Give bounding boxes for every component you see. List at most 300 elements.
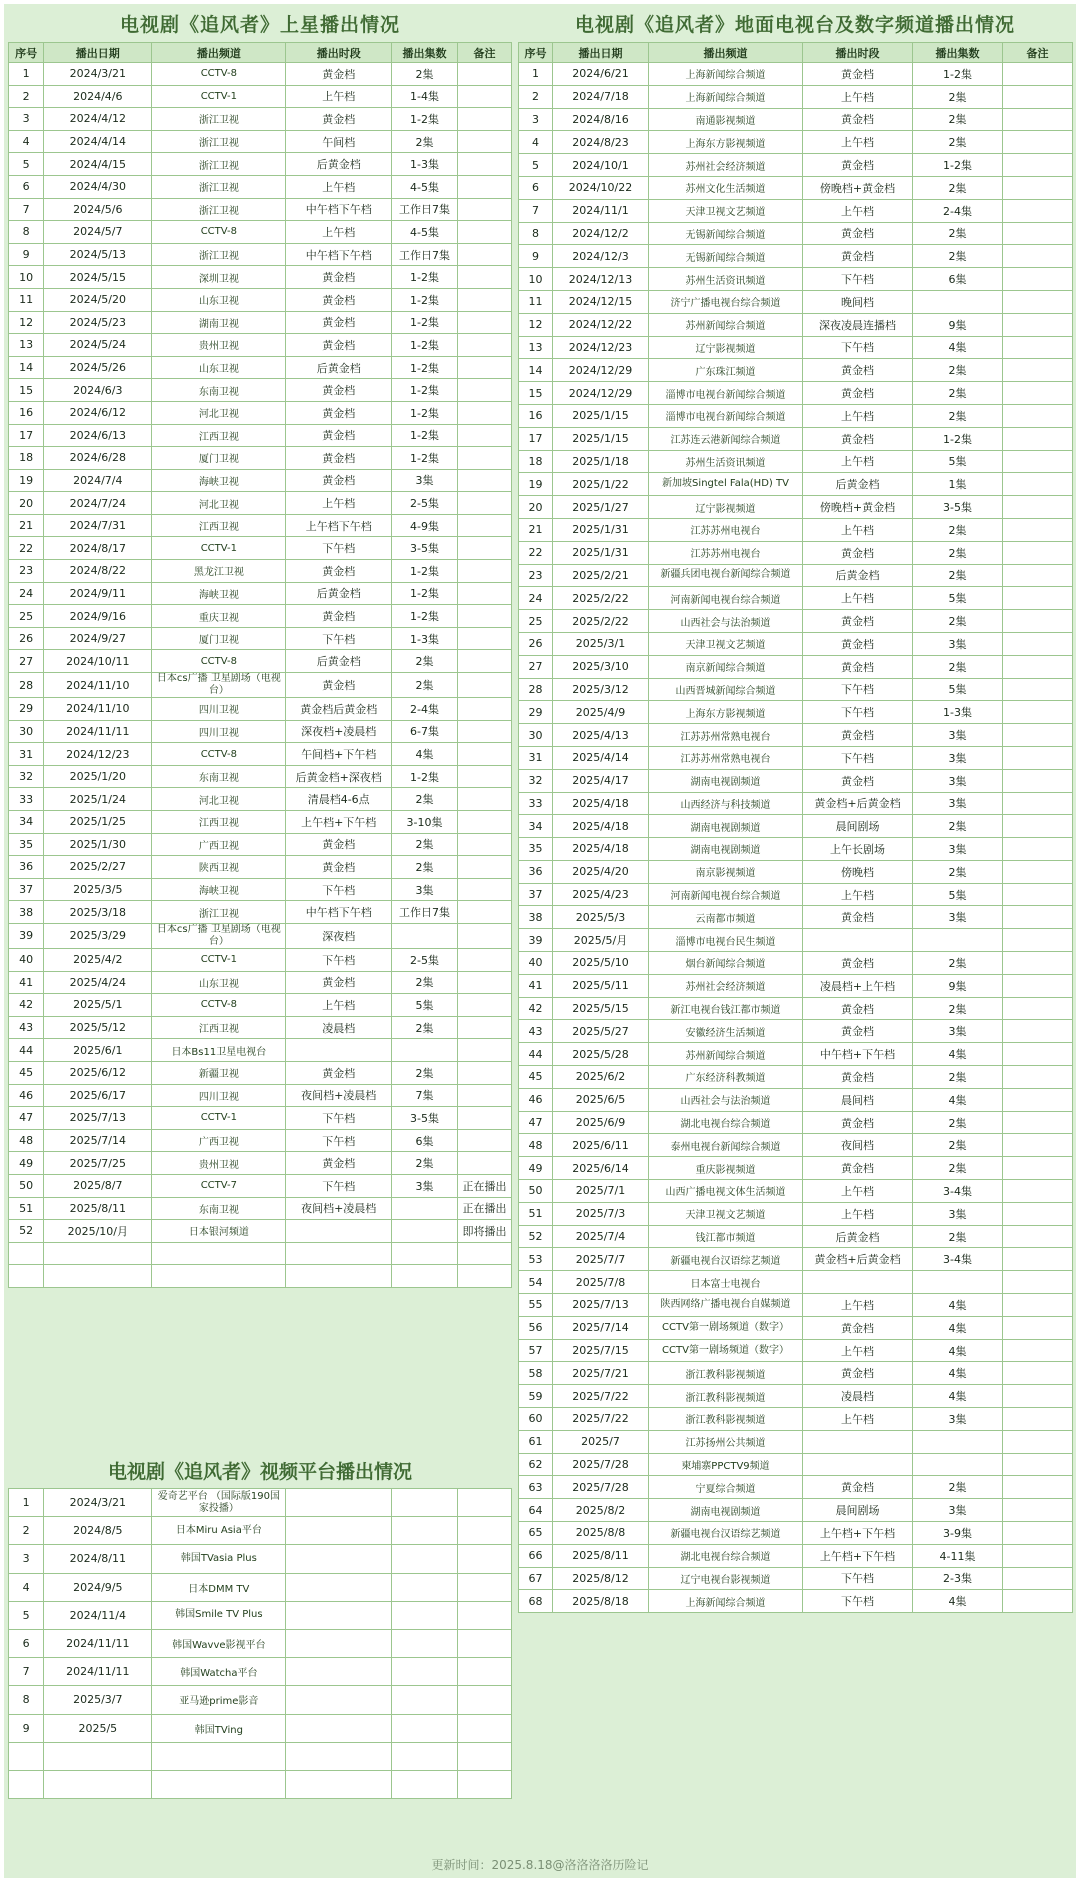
table-row (519, 1248, 1073, 1271)
cell-note (1003, 883, 1073, 906)
cell-channel: CCTV-8 (152, 63, 286, 86)
cell-note (457, 743, 511, 766)
empty-cell (9, 1770, 44, 1798)
cell-episodes: 4集 (913, 1043, 1003, 1066)
cell-note (457, 175, 511, 198)
cell-episodes: 2集 (913, 610, 1003, 633)
empty-cell (152, 1742, 286, 1770)
cell-episodes: 3-4集 (913, 1248, 1003, 1271)
cell-index: 40 (519, 952, 553, 975)
cell-timeslot: 下午档 (803, 701, 913, 724)
cell-date: 2025/1/31 (553, 518, 649, 541)
cell-channel: 新加坡Singtel Fala(HD) TV (649, 473, 803, 496)
cell-index: 17 (9, 424, 44, 447)
cell-date: 2025/5/15 (553, 997, 649, 1020)
cell-date: 2025/1/22 (553, 473, 649, 496)
cell-index: 2 (9, 1517, 44, 1545)
cell-note (457, 627, 511, 650)
cell-episodes: 5集 (913, 587, 1003, 610)
cell-note (1003, 1066, 1073, 1089)
cell-channel: 浙江卫视 (152, 108, 286, 131)
cell-note (1003, 724, 1073, 747)
cell-episodes (392, 1714, 458, 1742)
cell-index: 21 (519, 518, 553, 541)
cell-episodes: 2集 (913, 541, 1003, 564)
cell-index: 44 (9, 1039, 44, 1062)
cell-timeslot: 后黄金档 (286, 650, 392, 673)
table-row (519, 1476, 1073, 1499)
cell-channel: 新疆电视台汉语综艺频道 (649, 1522, 803, 1545)
cell-episodes: 1-2集 (392, 560, 458, 583)
cell-channel: 重庆卫视 (152, 605, 286, 628)
cell-timeslot: 黄金档 (803, 63, 913, 86)
table-row (519, 1362, 1073, 1385)
cell-date: 2024/4/12 (44, 108, 152, 131)
cell-timeslot: 凌晨档 (803, 1385, 913, 1408)
table-row (9, 994, 512, 1017)
cell-episodes: 2集 (392, 1016, 458, 1039)
cell-index: 11 (519, 290, 553, 313)
cell-note (457, 401, 511, 424)
cell-note (1003, 974, 1073, 997)
cell-note (1003, 815, 1073, 838)
cell-date: 2024/5/24 (44, 334, 152, 357)
cell-timeslot: 上午档 (803, 1180, 913, 1203)
cell-index: 52 (9, 1220, 44, 1243)
table-row (9, 1061, 512, 1084)
cell-timeslot: 黄金档 (803, 952, 913, 975)
table-row (519, 290, 1073, 313)
cell-timeslot: 黄金档 (286, 833, 392, 856)
empty-cell (286, 1242, 392, 1265)
table-row (519, 268, 1073, 291)
cell-channel: 浙江教科影视频道 (649, 1362, 803, 1385)
cell-timeslot: 下午档 (803, 1590, 913, 1613)
header-index: 序号 (9, 43, 44, 63)
cell-timeslot: 中午档下午档 (286, 243, 392, 266)
cell-index: 27 (519, 655, 553, 678)
cell-note (1003, 1202, 1073, 1225)
cell-episodes: 1-2集 (392, 266, 458, 289)
cell-note (457, 673, 511, 698)
cell-date: 2025/4/18 (553, 792, 649, 815)
cell-timeslot: 后黄金档 (803, 1225, 913, 1248)
cell-timeslot: 上午档 (803, 587, 913, 610)
cell-timeslot: 黄金档 (803, 1066, 913, 1089)
cell-index: 15 (9, 379, 44, 402)
cell-date: 2025/8/11 (44, 1197, 152, 1220)
cell-index: 6 (519, 176, 553, 199)
cell-episodes: 2集 (913, 108, 1003, 131)
cell-date: 2024/9/5 (44, 1573, 152, 1601)
cell-channel: 淄博市电视台新闻综合频道 (649, 404, 803, 427)
cell-note (457, 1629, 511, 1657)
cell-index: 45 (9, 1061, 44, 1084)
cell-timeslot: 黄金档+后黄金档 (803, 792, 913, 815)
cell-index: 68 (519, 1590, 553, 1613)
cell-index: 52 (519, 1225, 553, 1248)
cell-episodes (392, 1039, 458, 1062)
cell-note (457, 221, 511, 244)
cell-index: 28 (519, 678, 553, 701)
cell-note (1003, 222, 1073, 245)
cell-date: 2024/10/11 (44, 650, 152, 673)
cell-episodes: 3集 (392, 1174, 458, 1197)
table-row (519, 974, 1073, 997)
cell-date: 2024/6/21 (553, 63, 649, 86)
table-row (519, 1590, 1073, 1613)
table-row (9, 901, 512, 924)
cell-episodes: 2集 (392, 971, 458, 994)
cell-note (1003, 701, 1073, 724)
cell-channel: 苏州生活资讯频道 (649, 450, 803, 473)
cell-episodes: 2集 (392, 1152, 458, 1175)
cell-index: 59 (519, 1385, 553, 1408)
cell-note (1003, 1248, 1073, 1271)
cell-index: 34 (519, 815, 553, 838)
cell-episodes (392, 923, 458, 948)
cell-index: 20 (9, 492, 44, 515)
cell-episodes: 2集 (913, 131, 1003, 154)
cell-channel: 辽宁影视频道 (649, 496, 803, 519)
video-platform-panel (8, 1488, 512, 1799)
cell-date: 2025/3/1 (553, 632, 649, 655)
cell-episodes: 4-9集 (392, 514, 458, 537)
cell-date: 2025/7/25 (44, 1152, 152, 1175)
cell-date: 2024/4/6 (44, 85, 152, 108)
table-row (9, 1174, 512, 1197)
cell-index: 9 (9, 243, 44, 266)
cell-date: 2025/4/24 (44, 971, 152, 994)
table-row (519, 769, 1073, 792)
cell-note (1003, 1111, 1073, 1134)
table-row (9, 63, 512, 86)
cell-note (1003, 1339, 1073, 1362)
cell-note (457, 765, 511, 788)
cell-index: 62 (519, 1453, 553, 1476)
cell-timeslot: 黄金档 (803, 724, 913, 747)
cell-date: 2025/3/7 (44, 1686, 152, 1714)
cell-timeslot: 下午档 (286, 627, 392, 650)
cell-index: 45 (519, 1066, 553, 1089)
cell-timeslot: 下午档 (286, 948, 392, 971)
cell-channel: CCTV第一剧场频道（数字） (649, 1316, 803, 1339)
table-row (519, 108, 1073, 131)
cell-note (1003, 1157, 1073, 1180)
cell-channel: 陕西网络广播电视台自媒频道 (649, 1294, 803, 1317)
cell-channel: 柬埔寨PPCTV9频道 (649, 1453, 803, 1476)
table-row (519, 131, 1073, 154)
cell-timeslot: 黄金档 (803, 427, 913, 450)
cell-timeslot: 黄金档 (803, 359, 913, 382)
cell-channel: 浙江卫视 (152, 153, 286, 176)
cell-channel: 广西卫视 (152, 1129, 286, 1152)
cell-date: 2025/8/12 (553, 1567, 649, 1590)
cell-note (1003, 1134, 1073, 1157)
table-row (519, 1522, 1073, 1545)
cell-index: 54 (519, 1271, 553, 1294)
cell-index: 4 (9, 1573, 44, 1601)
cell-note (457, 948, 511, 971)
cell-episodes: 2集 (392, 788, 458, 811)
cell-timeslot: 上午档下午档 (286, 514, 392, 537)
cell-episodes: 1-4集 (392, 85, 458, 108)
cell-episodes: 3集 (913, 1499, 1003, 1522)
cell-timeslot: 清晨档4-6点 (286, 788, 392, 811)
cell-index: 31 (519, 746, 553, 769)
cell-channel: 四川卫视 (152, 720, 286, 743)
cell-index: 33 (9, 788, 44, 811)
cell-note (457, 130, 511, 153)
empty-cell (152, 1265, 286, 1288)
cell-note (457, 856, 511, 879)
cell-note (1003, 952, 1073, 975)
cell-note (1003, 450, 1073, 473)
empty-cell (457, 1742, 511, 1770)
cell-note (457, 1039, 511, 1062)
cell-channel: 韩国Watcha平台 (152, 1658, 286, 1686)
cell-index: 36 (519, 860, 553, 883)
table-row (519, 1066, 1073, 1089)
cell-timeslot: 凌晨档 (286, 1016, 392, 1039)
cell-channel: 广东经济科教频道 (649, 1066, 803, 1089)
cell-date: 2025/4/17 (553, 769, 649, 792)
video-platform-table-title: 电视剧《追风者》视频平台播出情况 (107, 1461, 412, 1483)
empty-cell (44, 1265, 152, 1288)
cell-episodes: 2集 (392, 673, 458, 698)
cell-episodes: 5集 (913, 678, 1003, 701)
cell-timeslot: 黄金档 (286, 469, 392, 492)
cell-note (457, 994, 511, 1017)
cell-channel: 南京新闻综合频道 (649, 655, 803, 678)
cell-episodes: 2集 (392, 1061, 458, 1084)
cell-index: 1 (9, 63, 44, 86)
cell-date: 2025/7/13 (44, 1107, 152, 1130)
cell-episodes: 3集 (913, 838, 1003, 861)
cell-date: 2025/8/18 (553, 1590, 649, 1613)
cell-date: 2025/7 (553, 1430, 649, 1453)
cell-timeslot: 黄金档 (286, 673, 392, 698)
cell-index: 24 (9, 582, 44, 605)
cell-timeslot: 黄金档后黄金档 (286, 698, 392, 721)
table-row (519, 1499, 1073, 1522)
table-row (519, 1385, 1073, 1408)
cell-note (1003, 1180, 1073, 1203)
cell-episodes: 2集 (913, 1157, 1003, 1180)
cell-index: 56 (519, 1316, 553, 1339)
cell-episodes: 4-11集 (913, 1544, 1003, 1567)
cell-episodes: 3集 (913, 1202, 1003, 1225)
cell-timeslot: 黄金档 (286, 971, 392, 994)
cell-channel: 广西卫视 (152, 833, 286, 856)
empty-cell (152, 1242, 286, 1265)
cell-channel: 江苏扬州公共频道 (649, 1430, 803, 1453)
cell-channel: 陕西卫视 (152, 856, 286, 879)
empty-cell (392, 1265, 458, 1288)
cell-timeslot: 下午档 (286, 1107, 392, 1130)
cell-date: 2025/5/10 (553, 952, 649, 975)
cell-episodes: 2集 (913, 1225, 1003, 1248)
table-row (9, 627, 512, 650)
cell-episodes: 3-4集 (913, 1180, 1003, 1203)
cell-note (457, 1545, 511, 1573)
empty-row (9, 1265, 512, 1288)
cell-note (457, 720, 511, 743)
cell-channel: 泰州电视台新闻综合频道 (649, 1134, 803, 1157)
cell-note (1003, 473, 1073, 496)
cell-channel: 重庆影视频道 (649, 1157, 803, 1180)
table-row (519, 404, 1073, 427)
cell-channel: 云南都市频道 (649, 906, 803, 929)
cell-timeslot: 黄金档 (286, 856, 392, 879)
cell-index: 7 (519, 199, 553, 222)
cell-timeslot: 夜间档+凌晨档 (286, 1084, 392, 1107)
cell-channel: 日本cs广播 卫星剧场（电视台） (152, 923, 286, 948)
table-row (519, 541, 1073, 564)
cell-channel: 山西社会与法治频道 (649, 610, 803, 633)
table-row (519, 883, 1073, 906)
cell-channel: 湖南电视剧频道 (649, 815, 803, 838)
cell-timeslot: 上午档 (286, 85, 392, 108)
cell-date: 2025/5/28 (553, 1043, 649, 1066)
cell-episodes: 3集 (392, 878, 458, 901)
cell-episodes: 1-2集 (392, 424, 458, 447)
table-row (9, 1517, 512, 1545)
cell-channel: 无锡新闻综合频道 (649, 245, 803, 268)
table-row (519, 792, 1073, 815)
cell-episodes: 2-5集 (392, 948, 458, 971)
cell-index: 58 (519, 1362, 553, 1385)
cell-date: 2024/8/11 (44, 1545, 152, 1573)
cell-index: 44 (519, 1043, 553, 1066)
cell-date: 2025/7/14 (553, 1316, 649, 1339)
table-row (9, 1220, 512, 1243)
cell-note (457, 447, 511, 470)
cell-episodes: 3集 (913, 746, 1003, 769)
cell-note (457, 1107, 511, 1130)
cell-date: 2024/4/30 (44, 175, 152, 198)
cell-timeslot: 黄金档 (803, 1020, 913, 1043)
cell-date: 2024/5/26 (44, 356, 152, 379)
cell-channel: 韩国TVing (152, 1714, 286, 1742)
cell-channel: CCTV-8 (152, 994, 286, 1017)
cell-timeslot: 黄金档 (803, 632, 913, 655)
cell-index: 13 (9, 334, 44, 357)
cell-index: 3 (519, 108, 553, 131)
cell-timeslot: 傍晚档+黄金档 (803, 176, 913, 199)
empty-cell (392, 1770, 458, 1798)
cell-episodes: 4-5集 (392, 221, 458, 244)
cell-episodes: 1-2集 (392, 311, 458, 334)
cell-note (457, 1714, 511, 1742)
cell-timeslot: 黄金档 (286, 1152, 392, 1175)
cell-channel: 贵州卫视 (152, 334, 286, 357)
cell-timeslot: 黄金档 (803, 655, 913, 678)
cell-timeslot (286, 1686, 392, 1714)
cell-episodes: 3-5集 (392, 537, 458, 560)
table-row (9, 560, 512, 583)
table-row (9, 1039, 512, 1062)
cell-episodes: 4集 (913, 1088, 1003, 1111)
table-row (519, 1408, 1073, 1431)
cell-note (1003, 610, 1073, 633)
cell-episodes: 2-3集 (913, 1567, 1003, 1590)
header-date: 播出日期 (44, 43, 152, 63)
cell-timeslot: 下午档 (803, 746, 913, 769)
cell-timeslot: 傍晚档+黄金档 (803, 496, 913, 519)
cell-index: 40 (9, 948, 44, 971)
table-row (9, 971, 512, 994)
cell-timeslot: 上午档 (803, 518, 913, 541)
cell-date: 2025/1/15 (553, 404, 649, 427)
cell-timeslot: 晨间档 (803, 1088, 913, 1111)
cell-index: 55 (519, 1294, 553, 1317)
cell-note (457, 1489, 511, 1517)
cell-episodes: 1-2集 (392, 447, 458, 470)
cell-timeslot: 深夜档 (286, 923, 392, 948)
cell-episodes (913, 1453, 1003, 1476)
empty-row (9, 1742, 512, 1770)
cell-timeslot: 黄金档 (286, 334, 392, 357)
cell-date: 2024/12/23 (44, 743, 152, 766)
header-note: 备注 (1003, 43, 1073, 63)
cell-channel: 山西社会与法治频道 (649, 1088, 803, 1111)
cell-episodes: 5集 (913, 883, 1003, 906)
satellite-table-title: 电视剧《追风者》上星播出情况 (119, 14, 400, 36)
table-row (9, 1573, 512, 1601)
cell-note (457, 469, 511, 492)
cell-timeslot: 傍晚档 (803, 860, 913, 883)
cell-date: 2024/7/31 (44, 514, 152, 537)
table-row (9, 720, 512, 743)
cell-episodes: 2集 (913, 359, 1003, 382)
table-row (519, 450, 1073, 473)
table-row (519, 724, 1073, 747)
header-episodes: 播出集数 (392, 43, 458, 63)
cell-note (1003, 1567, 1073, 1590)
cell-timeslot: 深夜档+凌晨档 (286, 720, 392, 743)
table-row (519, 564, 1073, 587)
table-row (9, 605, 512, 628)
cell-episodes (392, 1573, 458, 1601)
cell-date: 2025/6/9 (553, 1111, 649, 1134)
cell-index: 39 (9, 923, 44, 948)
cell-date: 2025/5 (44, 1714, 152, 1742)
cell-index: 4 (519, 131, 553, 154)
cell-timeslot: 黄金档 (803, 108, 913, 131)
cell-note (1003, 746, 1073, 769)
cell-episodes (392, 1629, 458, 1657)
table-row (519, 154, 1073, 177)
cell-index: 23 (519, 564, 553, 587)
cell-episodes: 2集 (913, 222, 1003, 245)
empty-cell (44, 1742, 152, 1770)
cell-index: 14 (519, 359, 553, 382)
cell-index: 20 (519, 496, 553, 519)
cell-note (457, 311, 511, 334)
cell-timeslot: 凌晨档+上午档 (803, 974, 913, 997)
local-table-title: 电视剧《追风者》地面电视台及数字频道播出情况 (574, 14, 1015, 36)
cell-channel: CCTV-1 (152, 1107, 286, 1130)
cell-episodes: 2集 (913, 952, 1003, 975)
table-row (9, 108, 512, 131)
cell-index: 34 (9, 811, 44, 834)
cell-note (457, 356, 511, 379)
cell-channel: 上海新闻综合频道 (649, 63, 803, 86)
cell-channel: 河南新闻电视台综合频道 (649, 587, 803, 610)
cell-episodes: 4集 (913, 1316, 1003, 1339)
cell-index: 41 (9, 971, 44, 994)
